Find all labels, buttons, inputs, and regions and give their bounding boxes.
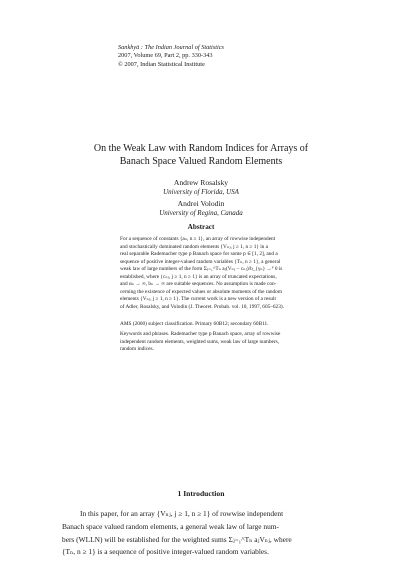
abstract-line: For a sequence of constants {aₙ, n ≥ 1}, an array of rowwise independent <box>120 236 276 242</box>
paper-title <box>60 142 342 168</box>
author-name: Andrei Volodin <box>177 199 225 208</box>
body-line: In this paper, for an array {Vₙⱼ, j ≥ 1, n ≥ 1} of rowwise independent <box>80 509 284 518</box>
abstract-line: real separable Rademacher type p Banach space for some p ∈ [1, 2], and a <box>120 251 278 258</box>
ams-line: AMS (2000) subject classification. Primary 60B12; secondary 60B11. <box>120 321 269 327</box>
abstract-line: sequence of positive integer-valued random variables {Tₙ, n ≥ 1}, a general <box>120 258 281 265</box>
keywords-line: random indices. <box>120 346 154 353</box>
abstract-line: of Adler, Rosalsky, and Volodin (J. Theoret. Probab. vol. 10, 1997, 605–623). <box>120 303 284 310</box>
abstract-line: weak law of large numbers of the form Σⱼ₌₁^Tₙ aⱼ(Vₙⱼ − cₙⱼ)/b_{γₙ} →ᴾ 0 is <box>120 266 283 273</box>
body-line: bers (WLLN) will be established for the weighted sums Σⱼ₌₁^Tₙ aⱼVₙⱼ, where <box>62 535 292 544</box>
abstract-line: cerning the existence of expected values or absolute moments of the random <box>120 288 282 295</box>
body-line: Banach space valued random elements, a general weak law of large num- <box>62 522 279 531</box>
abstract-line: and stochastically dominated random elements {Vₙⱼ, j ≥ 1, n ≥ 1} in a <box>120 243 269 250</box>
abstract-body <box>120 236 290 311</box>
journal-name: Sankhyā : The Indian Journal of Statistics <box>118 44 224 51</box>
journal-copyright: © 2007, Indian Statistical Institute <box>118 60 205 68</box>
author-affiliation: University of Regina, Canada <box>159 209 243 217</box>
abstract-line: and αₙ → ∞, bₙ → ∞ are suitable sequences. No assumption is made con- <box>120 281 277 288</box>
body-line: {Tₙ, n ≥ 1} is a sequence of positive integer-valued random variables. <box>62 547 269 556</box>
abstract-line: elements {Vₙⱼ, j ≥ 1, n ≥ 1}. The current work is a new version of a result <box>120 296 276 303</box>
author-name: Andrew Rosalsky <box>173 178 229 187</box>
keywords-line: independent random elements, weighted sums, weak law of large numbers, <box>120 338 280 345</box>
author-affiliation: University of Florida, USA <box>163 188 239 196</box>
section-heading: 1 Introduction <box>177 489 225 498</box>
keywords-line: Keywords and phrases. Rademacher type p Banach space, array of rowwise <box>120 331 281 337</box>
ams-classification <box>120 321 290 329</box>
journal-volume: 2007, Volume 69, Part 2, pp. 330-343 <box>118 52 213 60</box>
abstract-line: established, where {cₙⱼ, j ≥ 1, n ≥ 1} is an array of truncated expectations, <box>120 273 277 280</box>
journal-header <box>118 44 224 69</box>
keywords <box>120 331 290 354</box>
abstract-heading: Abstract <box>187 223 215 231</box>
title-line: Banach Space Valued Random Elements <box>119 156 283 167</box>
title-line: On the Weak Law with Random Indices for Arrays of <box>93 143 309 154</box>
